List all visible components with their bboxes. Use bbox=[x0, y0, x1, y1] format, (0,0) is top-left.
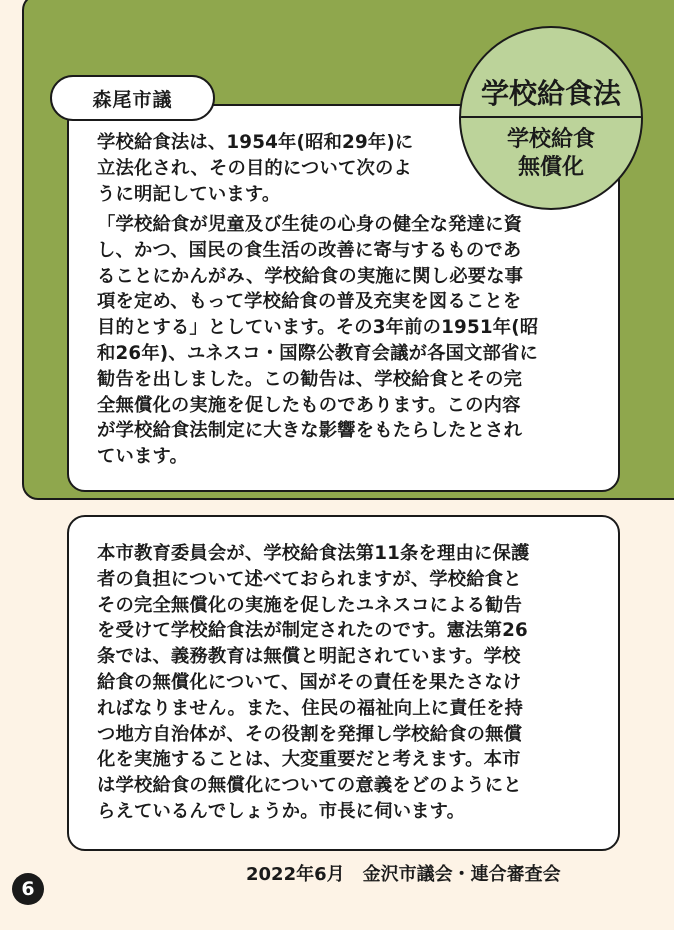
section-1-intro: 学校給食法は、1954年(昭和29年)に 立法化され、その目的について次のよ うに明記しています。 bbox=[97, 132, 414, 205]
badge-title: 学校給食法 bbox=[480, 77, 621, 110]
page-number: 6 bbox=[12, 873, 44, 905]
badge-divider bbox=[461, 116, 641, 118]
badge-subtitle: 学校給食 無償化 bbox=[506, 127, 595, 180]
section-2-box bbox=[67, 515, 620, 851]
footer-source: 2022年6月 金沢市議会・連合審査会 bbox=[246, 864, 561, 885]
speaker-label: 森尾市議 bbox=[50, 75, 215, 121]
topic-badge bbox=[459, 26, 643, 210]
section-2-body: 本市教育委員会が、学校給食法第11条を理由に保護 者の負担について述べておられますが、学校給食と その完全無償化の実施を促したユネスコによる勧告 を受けて学校給食法が制定されたのです。憲法第26 条では、義務教育は無償と明記されています。学校 給食の無償化について、国がその責任を果たさなけ ればなりません。また、住民の福祉向上に責任を持 つ地方自治体が、その役割を発揮し学校給食の無償 化を実施することは、大変重要だと考えます。本市 は学校給食の無償化についての意義をどのようにと らえているんでしょうか。市長に伺います。 bbox=[97, 543, 530, 822]
section-1-body: 「学校給食が児童及び生徒の心身の健全な発達に資 し、かつ、国民の食生活の改善に寄与するものであ ることにかんがみ、学校給食の実施に関し必要な事 項を定め、もって学校給食の普及充実を図ることを 目的とする」としています。その3年前の1951年(昭 和26年)、ユネスコ・国際公教育会議が各国文部省に 勧告を出しました。この勧告は、学校給食とその完 全無償化の実施を促したものであります。この内容 が学校給食法制定に大きな影響をもたらしたとされ ています。 bbox=[97, 214, 539, 468]
